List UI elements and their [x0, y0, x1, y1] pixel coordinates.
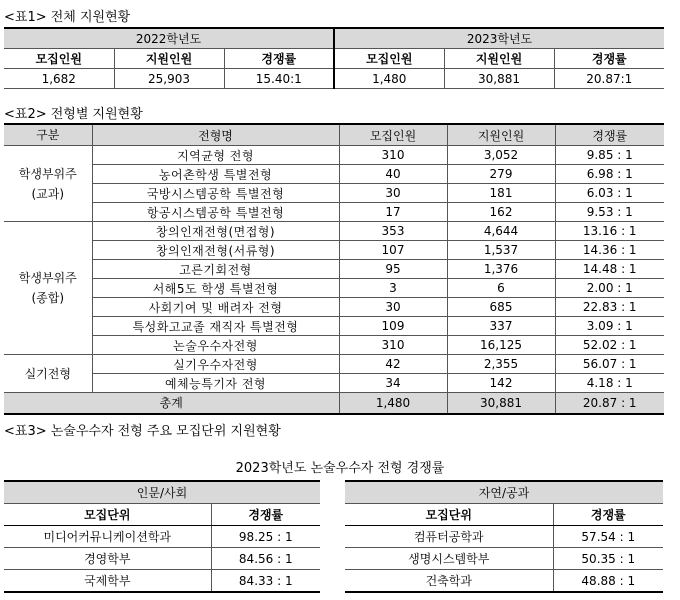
applicants: 16,125	[447, 336, 555, 355]
cell-value: 30,881	[444, 69, 554, 89]
table-row	[4, 279, 664, 298]
applicants: 181	[447, 184, 555, 203]
unit-name: 컴퓨터공학과	[345, 526, 553, 548]
unit-name: 미디어커뮤니케이션학과	[4, 526, 211, 548]
table-row	[4, 298, 664, 317]
table3-title: 2023학년도 논술우수자 전형 경쟁률	[235, 461, 445, 476]
total-quota: 1,480	[339, 393, 447, 415]
group-header: 인문/사회	[4, 481, 320, 504]
unit-name: 경영학부	[4, 548, 211, 570]
col-header: 모집단위	[4, 504, 211, 526]
col-header: 경쟁률	[554, 49, 664, 69]
table3-caption: <표3> 논술우수자 전형 주요 모집단위 지원현황	[4, 424, 281, 439]
total-applicants: 30,881	[447, 393, 555, 415]
group-label: 학생부위주 (교과)	[4, 146, 92, 222]
col-header: 경쟁률	[555, 124, 664, 146]
quota: 30	[339, 184, 447, 203]
ratio: 57.54 : 1	[553, 526, 663, 548]
col-header: 전형명	[92, 124, 339, 146]
ratio: 14.48 : 1	[555, 260, 664, 279]
col-header: 경쟁률	[553, 504, 663, 526]
admission-name: 국방시스템공학 특별전형	[92, 184, 339, 203]
applicants: 162	[447, 203, 555, 222]
col-header: 모집인원	[334, 49, 444, 69]
admission-name: 예체능특기자 전형	[92, 374, 339, 393]
table-row	[345, 526, 663, 548]
year-2022-header: 2022학년도	[4, 28, 334, 49]
table-row	[345, 570, 663, 593]
ratio: 84.33 : 1	[211, 570, 320, 593]
quota: 34	[339, 374, 447, 393]
ratio: 4.18 : 1	[555, 374, 664, 393]
quota: 353	[339, 222, 447, 241]
cell-value: 1,682	[4, 69, 114, 89]
unit-name: 국제학부	[4, 570, 211, 593]
ratio: 6.03 : 1	[555, 184, 664, 203]
quota: 30	[339, 298, 447, 317]
total-label: 총계	[4, 393, 339, 415]
quota: 109	[339, 317, 447, 336]
col-header: 구분	[4, 124, 92, 146]
table-row	[4, 203, 664, 222]
applicants: 1,537	[447, 241, 555, 260]
ratio: 84.56 : 1	[211, 548, 320, 570]
applicants: 6	[447, 279, 555, 298]
group-header: 자연/공과	[345, 481, 663, 504]
group-label: 학생부위주 (종합)	[4, 222, 92, 355]
total-ratio: 20.87 : 1	[555, 393, 664, 415]
quota: 3	[339, 279, 447, 298]
unit-name: 생명시스템학부	[345, 548, 553, 570]
applicants: 2,355	[447, 355, 555, 374]
admission-type-table	[4, 123, 664, 415]
admission-name: 논술우수자전형	[92, 336, 339, 355]
quota: 107	[339, 241, 447, 260]
table-row	[345, 548, 663, 570]
table-row	[4, 336, 664, 355]
col-header: 모집단위	[345, 504, 553, 526]
total-row	[4, 393, 664, 415]
ratio: 48.88 : 1	[553, 570, 663, 593]
table-row	[4, 526, 320, 548]
unit-name: 건축학과	[345, 570, 553, 593]
admission-name: 지역균형 전형	[92, 146, 339, 165]
ratio: 50.35 : 1	[553, 548, 663, 570]
admission-name: 사회기여 및 배려자 전형	[92, 298, 339, 317]
ratio: 9.85 : 1	[555, 146, 664, 165]
quota: 95	[339, 260, 447, 279]
humanities-table	[4, 480, 320, 593]
admission-name: 실기우수자전형	[92, 355, 339, 374]
cell-value: 20.87:1	[554, 69, 664, 89]
applicants: 337	[447, 317, 555, 336]
admission-name: 농어촌학생 특별전형	[92, 165, 339, 184]
admission-name: 서해5도 학생 특별전형	[92, 279, 339, 298]
science-engineering-table	[345, 480, 663, 593]
year-2023-header: 2023학년도	[334, 28, 664, 49]
col-header: 경쟁률	[224, 49, 334, 69]
ratio: 22.83 : 1	[555, 298, 664, 317]
table-row	[4, 570, 320, 593]
applicants: 685	[447, 298, 555, 317]
ratio: 13.16 : 1	[555, 222, 664, 241]
col-header: 경쟁률	[211, 504, 320, 526]
ratio: 6.98 : 1	[555, 165, 664, 184]
cell-value: 25,903	[114, 69, 224, 89]
col-header: 지원인원	[447, 124, 555, 146]
quota: 17	[339, 203, 447, 222]
table-row	[4, 165, 664, 184]
ratio: 9.53 : 1	[555, 203, 664, 222]
table-row	[4, 374, 664, 393]
admission-name: 창의인재전형(면접형)	[92, 222, 339, 241]
table-row	[4, 146, 664, 165]
ratio: 52.02 : 1	[555, 336, 664, 355]
table-row	[4, 222, 664, 241]
col-header: 지원인원	[114, 49, 224, 69]
quota: 310	[339, 146, 447, 165]
cell-value: 15.40:1	[224, 69, 334, 89]
table2-caption: <표2> 전형별 지원현황	[4, 107, 143, 122]
applicants: 3,052	[447, 146, 555, 165]
group-label: 실기전형	[4, 355, 92, 393]
quota: 42	[339, 355, 447, 374]
table1-caption: <표1> 전체 지원현황	[4, 10, 131, 25]
admission-name: 항공시스템공학 특별전형	[92, 203, 339, 222]
quota: 40	[339, 165, 447, 184]
cell-value: 1,480	[334, 69, 444, 89]
table-row	[4, 548, 320, 570]
admission-name: 고른기회전형	[92, 260, 339, 279]
applicants: 142	[447, 374, 555, 393]
ratio: 14.36 : 1	[555, 241, 664, 260]
table-row	[4, 241, 664, 260]
col-header: 모집인원	[4, 49, 114, 69]
table-row	[4, 317, 664, 336]
ratio: 98.25 : 1	[211, 526, 320, 548]
ratio: 3.09 : 1	[555, 317, 664, 336]
admission-name: 특성화고교졸 재직자 특별전형	[92, 317, 339, 336]
table-row	[4, 260, 664, 279]
col-header: 모집인원	[339, 124, 447, 146]
ratio: 2.00 : 1	[555, 279, 664, 298]
applicants: 4,644	[447, 222, 555, 241]
admission-name: 창의인재전형(서류형)	[92, 241, 339, 260]
applicants: 279	[447, 165, 555, 184]
ratio: 56.07 : 1	[555, 355, 664, 374]
overall-applicants-table	[4, 27, 664, 89]
table-row	[4, 355, 664, 374]
applicants: 1,376	[447, 260, 555, 279]
quota: 310	[339, 336, 447, 355]
col-header: 지원인원	[444, 49, 554, 69]
table-row	[4, 184, 664, 203]
